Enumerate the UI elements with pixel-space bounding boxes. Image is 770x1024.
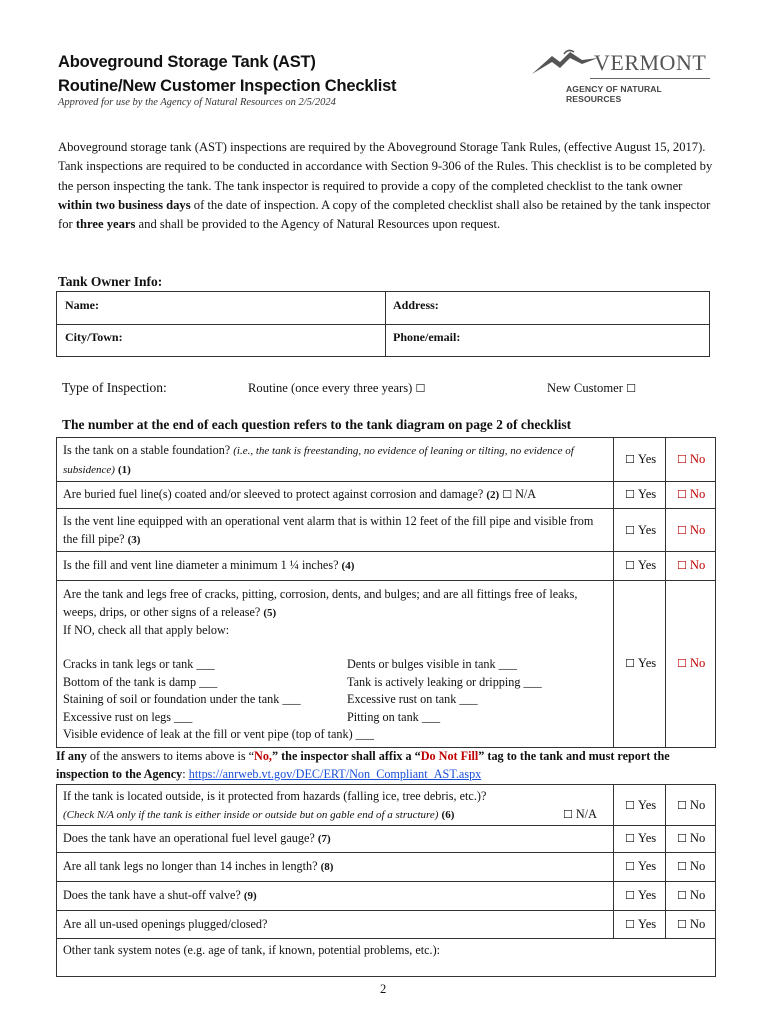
q5-item-dents[interactable]: Dents or bulges visible in tank ___: [347, 657, 517, 671]
question-row-8: Are all tank legs no longer than 14 inches in length? (8) ☐ Yes ☐ No: [56, 853, 716, 882]
q10-no-checkbox[interactable]: ☐ No: [677, 917, 706, 931]
q4-yes-checkbox[interactable]: ☐ Yes: [625, 558, 657, 572]
question-row-4: Is the fill and vent line diameter a minimum 1 ¼ inches? (4) ☐ Yes ☐ No: [56, 552, 716, 581]
question-row-9: Does the tank have a shut-off valve? (9) ☐ Yes ☐ No: [56, 882, 716, 911]
q4-no-checkbox[interactable]: ☐ No: [677, 558, 706, 572]
q2-yes-checkbox[interactable]: ☐ Yes: [625, 487, 657, 501]
mountain-icon: [530, 48, 600, 78]
notes-box[interactable]: [56, 939, 716, 977]
q1-no-checkbox[interactable]: ☐ No: [677, 452, 706, 466]
name-field-label[interactable]: Name:: [65, 298, 99, 312]
question-row-5: Are the tank and legs free of cracks, pitting, corrosion, dents, and bulges; and are all fittings free of leaks, weeps, drips, or other signs of a release? (5) If NO, check all that apply below: Cracks in tank legs or tank ___ Bottom of the tank is damp ___ Staining of soil or foundation under the tank ___ Excessive rust on legs ___ Dents or bulges visible in tank ___ Tank is actively leaking or dripping ___ Excessive rust on tank ___ Pitting on tank ___ Visible evidence of leak at the fill or vent pipe (top of tank) ___ ☐ Yes ☐ No: [56, 581, 716, 748]
logo-agency-text: AGENCY OF NATURAL RESOURCES: [566, 84, 662, 104]
q3-yes-checkbox[interactable]: ☐ Yes: [625, 523, 657, 537]
phone-field-label[interactable]: Phone/email:: [393, 330, 461, 344]
q5-item-rust-tank[interactable]: Excessive rust on tank ___: [347, 692, 478, 706]
question-row-2: Are buried fuel line(s) coated and/or sleeved to protect against corrosion and damage? (2) ☐ N/A ☐ Yes ☐ No: [56, 482, 716, 509]
question-row-7: Does the tank have an operational fuel level gauge? (7) ☐ Yes ☐ No: [56, 826, 716, 853]
q5-item-staining[interactable]: Staining of soil or foundation under the tank ___: [63, 692, 301, 706]
q5-no-checkbox[interactable]: ☐ No: [677, 656, 706, 670]
question-row-3: Is the vent line equipped with an operational vent alarm that is within 12 feet of the fill pipe and visible from the fill pipe? (3) ☐ Yes ☐ No: [56, 509, 716, 552]
q9-no-checkbox[interactable]: ☐ No: [677, 888, 706, 902]
q5-yes-checkbox[interactable]: ☐ Yes: [625, 656, 657, 670]
routine-option[interactable]: Routine (once every three years) ☐: [248, 381, 426, 395]
q8-no-checkbox[interactable]: ☐ No: [677, 859, 706, 873]
diagram-note: The number at the end of each question refers to the tank diagram on page 2 of checklist: [62, 417, 572, 432]
q5-item-cracks[interactable]: Cracks in tank legs or tank ___: [63, 657, 215, 671]
non-compliant-report-link[interactable]: https://anrweb.vt.gov/DEC/ERT/Non_Compliant_AST.aspx: [188, 766, 482, 781]
address-field-label[interactable]: Address:: [393, 298, 439, 312]
question-row-6: If the tank is located outside, is it protected from hazards (falling ice, tree debris, etc.)? (Check N/A only if the tank is either inside or outside but on gable end of a structure) (6) ☐ N/A ☐ Yes ☐ No: [56, 784, 716, 826]
q6-na-checkbox[interactable]: ☐ N/A: [563, 807, 597, 821]
q10-yes-checkbox[interactable]: ☐ Yes: [625, 917, 657, 931]
notes-label: Other tank system notes (e.g. age of tank, if known, potential problems, etc.):: [63, 943, 441, 957]
new-customer-checkbox[interactable]: ☐: [626, 382, 636, 395]
intro-paragraph: Aboveground storage tank (AST) inspections are required by the Aboveground Storage Tank Rules, (effective August 15, 2017). Tank inspections are required to be conducted in accordance with Section 9-306 of the Rules. This checklist is to be completed by the person inspecting the tank. The tank inspector is required to provide a copy of the completed checklist to the tank owner within two business days of the date of inspection. A copy of the completed checklist shall also be retained by the tank inspector for three years and shall be provided to the Agency of Natural Resources upon request.: [58, 140, 713, 232]
city-field-label[interactable]: City/Town:: [65, 330, 123, 344]
document-title: [58, 50, 396, 98]
question-row-10: Are all un-used openings plugged/closed? ☐ Yes ☐ No: [56, 911, 716, 939]
q5-item-leaking[interactable]: Tank is actively leaking or dripping ___: [347, 674, 542, 689]
q5-item-rust-legs[interactable]: Excessive rust on legs ___: [63, 709, 193, 724]
title-line-1: Aboveground Storage Tank (AST): [58, 53, 316, 71]
logo-vermont-text: VERMONT: [594, 50, 707, 75]
inspection-type-label: Type of Inspection:: [62, 380, 167, 395]
page-number: 2: [380, 982, 387, 996]
q6-no-checkbox[interactable]: ☐ No: [677, 798, 706, 812]
owner-info-heading: Tank Owner Info:: [58, 274, 163, 289]
title-line-2: Routine/New Customer Inspection Checklist: [58, 77, 397, 95]
q2-no-checkbox[interactable]: ☐ No: [677, 487, 706, 501]
q2-na-checkbox[interactable]: ☐ N/A: [502, 487, 537, 501]
q5-item-damp[interactable]: Bottom of the tank is damp ___: [63, 674, 218, 689]
q3-no-checkbox[interactable]: ☐ No: [677, 523, 706, 537]
q6-yes-checkbox[interactable]: ☐ Yes: [625, 798, 657, 812]
owner-info-table: [56, 291, 710, 357]
q8-yes-checkbox[interactable]: ☐ Yes: [625, 859, 657, 873]
q5-item-pitting[interactable]: Pitting on tank ___: [347, 709, 441, 724]
vermont-anr-logo: [530, 46, 715, 104]
new-customer-option[interactable]: New Customer ☐: [547, 381, 636, 395]
question-row-1: Is the tank on a stable foundation? (i.e., the tank is freestanding, no evidence of leaning or tilting, no evidence of subsidence) (1) ☐ Yes ☐ No: [56, 437, 716, 482]
approval-note: Approved for use by the Agency of Natural Resources on 2/5/2024: [58, 97, 336, 108]
q1-yes-checkbox[interactable]: ☐ Yes: [625, 452, 657, 466]
do-not-fill-warning: If any of the answers to items above is “No,” the inspector shall affix a “Do Not Fill” tag to the tank and must report the inspection to the Agency: https://anrweb.vt.gov/DEC/ERT/Non_Compliant_AST.aspx: [56, 749, 670, 781]
q7-yes-checkbox[interactable]: ☐ Yes: [625, 831, 657, 845]
q7-no-checkbox[interactable]: ☐ No: [677, 831, 706, 845]
routine-checkbox[interactable]: ☐: [415, 382, 426, 395]
q9-yes-checkbox[interactable]: ☐ Yes: [625, 888, 657, 902]
logo-rule: [590, 78, 710, 79]
q5-item-leak-fill[interactable]: Visible evidence of leak at the fill or vent pipe (top of tank) ___: [63, 727, 374, 741]
